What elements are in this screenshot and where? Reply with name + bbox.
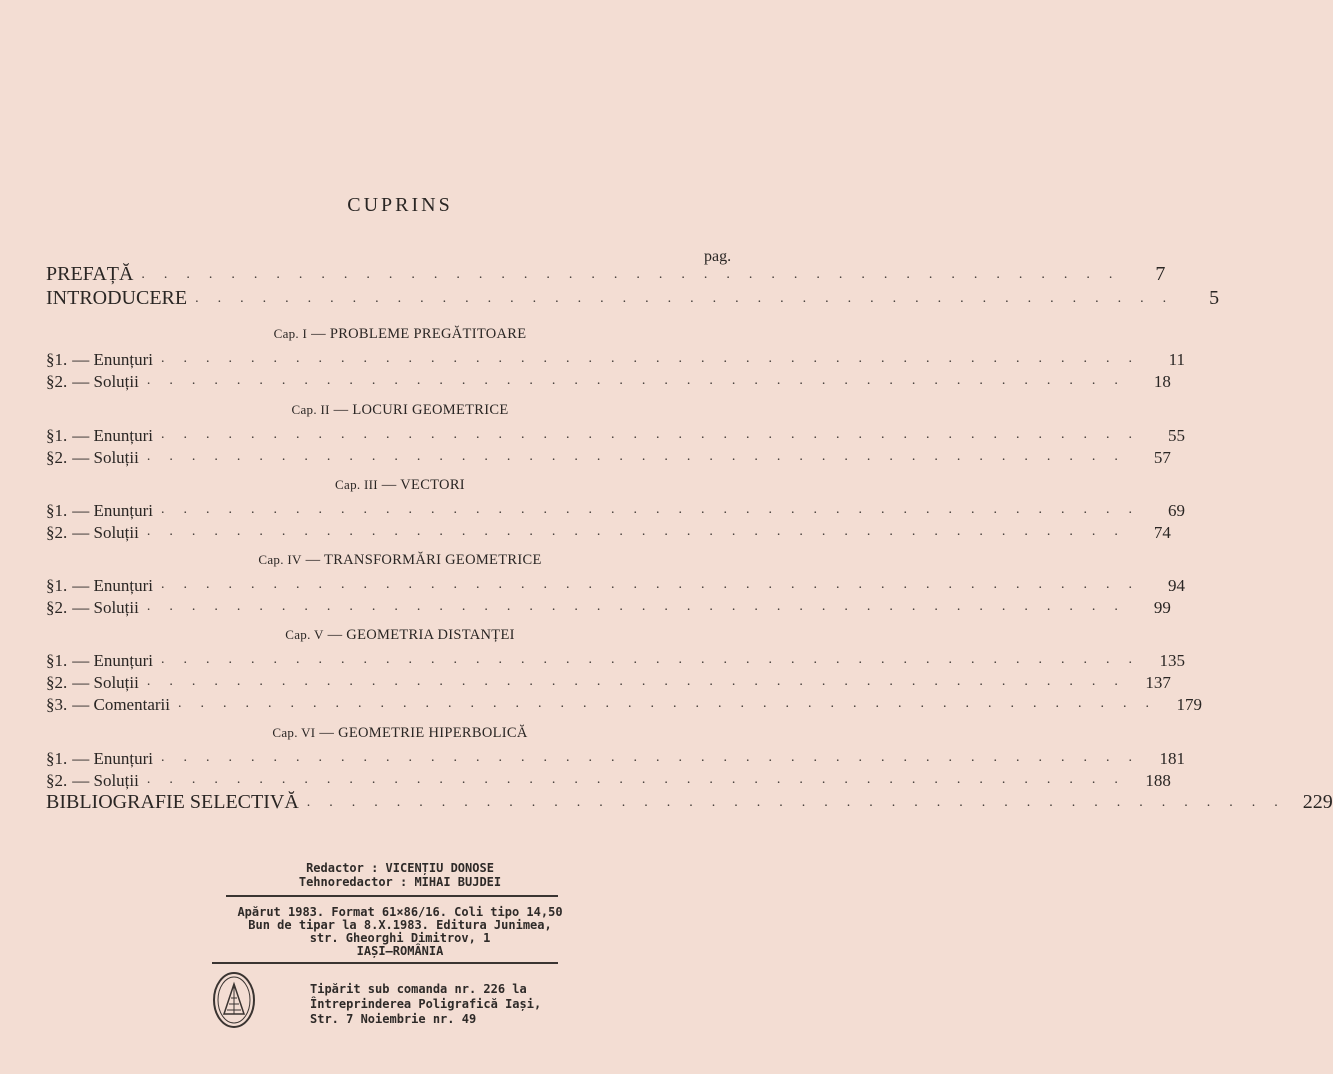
leader-dots: ............................................	[177, 696, 1168, 711]
toc-entry-page: 99	[1153, 598, 1171, 617]
chapter-number: Cap. II	[291, 402, 330, 417]
leader-dots: ............................................	[146, 373, 1137, 388]
section-number: §1.	[46, 749, 68, 768]
toc-entry-page: 57	[1153, 448, 1171, 467]
toc-entry	[46, 424, 1185, 446]
toc-entry-page: 94	[1168, 576, 1185, 595]
leader-dots: ............................................	[146, 599, 1137, 614]
section-number: §3.	[46, 695, 68, 714]
toc-entry	[46, 671, 1171, 693]
chapter-number: Cap. V	[285, 627, 324, 642]
page-column-label: pag.	[704, 248, 732, 265]
section-number: §2.	[46, 673, 68, 692]
toc-entry-label: — Soluții	[72, 523, 139, 542]
toc-entry-label: — Enunțuri	[72, 576, 153, 595]
section-number: §2.	[46, 523, 68, 542]
toc-entry-label: — Enunțuri	[72, 651, 153, 670]
chapter-heading-1: Cap. I — PROBLEME PREGĂTITOARE	[273, 326, 527, 342]
leader-dots: ............................................	[161, 502, 1151, 517]
chapter-number: Cap. IV	[258, 552, 302, 567]
toc-entry-introducere	[46, 286, 1220, 310]
toc-entry	[46, 649, 1185, 671]
chapter-title: VECTORI	[400, 477, 465, 493]
toc-entry	[46, 747, 1185, 769]
chapter-heading-3: Cap. III — VECTORI	[335, 477, 465, 493]
section-number: §1.	[46, 501, 68, 520]
divider	[226, 895, 558, 897]
toc-entry	[46, 596, 1171, 618]
toc-entry	[46, 693, 1202, 715]
chapter-title: LOCURI GEOMETRICE	[352, 402, 509, 418]
leader-dots: ............................................	[161, 427, 1151, 442]
tehnoredactor-credit: Tehnoredactor : MIHAI BUJDEI	[298, 875, 502, 889]
leader-dots: ............................................	[146, 449, 1137, 464]
section-number: §1.	[46, 651, 68, 670]
toc-entry-page: 188	[1145, 771, 1171, 790]
chapter-heading-5: Cap. V — GEOMETRIA DISTANȚEI	[285, 627, 515, 643]
chapter-number: Cap. I	[273, 326, 308, 341]
toc-entry-page: 5	[1209, 287, 1220, 309]
toc-entry-page: 7	[1155, 263, 1166, 285]
printer-info	[310, 982, 610, 1027]
toc-entry	[46, 370, 1171, 392]
toc-entry-page: 229	[1302, 791, 1333, 813]
toc-entry-label: BIBLIOGRAFIE SELECTIVĂ	[46, 791, 299, 813]
section-number: §2.	[46, 771, 68, 790]
toc-entry-bibliografie	[46, 790, 1333, 814]
section-number: §1.	[46, 350, 68, 369]
page-title: CUPRINS	[347, 194, 453, 216]
toc-entry-label: — Enunțuri	[72, 426, 153, 445]
toc-entry-label: — Soluții	[72, 673, 139, 692]
leader-dots: ............................................	[161, 351, 1151, 366]
toc-entry-page: 137	[1145, 673, 1171, 692]
toc-entry-label: — Enunțuri	[72, 350, 153, 369]
redactor-credit: Redactor : VICENȚIU DONOSE	[306, 861, 494, 875]
divider	[212, 962, 558, 964]
chapter-title: TRANSFORMĂRI GEOMETRICE	[324, 552, 542, 568]
printer-line: Tipărit sub comanda nr. 226 la	[310, 982, 527, 996]
toc-entry-page: 18	[1153, 372, 1171, 391]
section-number: §2.	[46, 372, 68, 391]
chapter-number: Cap. VI	[272, 725, 316, 740]
chapter-heading-2: Cap. II — LOCURI GEOMETRICE	[291, 402, 509, 418]
toc-entry-page: 135	[1159, 651, 1185, 670]
section-number: §1.	[46, 426, 68, 445]
toc-entry-page: 179	[1176, 695, 1202, 714]
chapter-title: PROBLEME PREGĂTITOARE	[329, 326, 527, 342]
toc-entry-label: — Soluții	[72, 771, 139, 790]
leader-dots: ............................................	[306, 795, 1297, 810]
chapter-heading-4: Cap. IV — TRANSFORMĂRI GEOMETRICE	[258, 552, 542, 568]
toc-entry-label: PREFAȚĂ	[46, 263, 134, 285]
toc-entry-label: — Soluții	[72, 372, 139, 391]
chapter-number: Cap. III	[335, 477, 378, 492]
toc-entry-page: 55	[1168, 426, 1185, 445]
toc-entry-page: 11	[1168, 350, 1185, 369]
chapter-title: GEOMETRIE HIPERBOLICĂ	[338, 725, 528, 741]
chapter-heading-6: Cap. VI — GEOMETRIE HIPERBOLICĂ	[272, 725, 528, 741]
publication-line: str. Gheorghi Dimitrov, 1	[309, 931, 491, 945]
toc-entry	[46, 521, 1171, 543]
printer-emblem-icon	[212, 970, 256, 1030]
publication-line: Bun de tipar la 8.X.1983. Editura Junimea,	[248, 918, 552, 932]
toc-entry-label: — Enunțuri	[72, 749, 153, 768]
toc-entry	[46, 769, 1171, 791]
leader-dots: ............................................	[195, 291, 1186, 306]
toc-entry-label: INTRODUCERE	[46, 287, 188, 309]
section-number: §1.	[46, 576, 68, 595]
section-number: §2.	[46, 598, 68, 617]
toc-entry-label: — Enunțuri	[72, 501, 153, 520]
leader-dots: ............................................	[161, 652, 1151, 667]
leader-dots: ............................................	[161, 750, 1151, 765]
toc-entry-page: 74	[1153, 523, 1171, 542]
toc-entry-page: 69	[1168, 501, 1185, 520]
printer-line: Întreprinderea Poligrafică Iași,	[310, 997, 542, 1011]
leader-dots: ............................................	[161, 577, 1151, 592]
publication-line: IAȘI—ROMÂNIA	[356, 944, 444, 958]
toc-entry-page: 181	[1159, 749, 1185, 768]
toc-entry-label: — Soluții	[72, 598, 139, 617]
leader-dots: ............................................	[141, 267, 1132, 282]
toc-entry	[46, 499, 1185, 521]
section-number: §2.	[46, 448, 68, 467]
toc-entry	[46, 446, 1171, 468]
toc-entry-label: — Comentarii	[72, 695, 170, 714]
publication-line: Apărut 1983. Format 61×86/16. Coli tipo 14,50	[237, 905, 563, 919]
leader-dots: ............................................	[146, 772, 1137, 787]
chapter-title: GEOMETRIA DISTANȚEI	[346, 627, 515, 643]
leader-dots: ............................................	[146, 674, 1137, 689]
toc-entry-prefata	[46, 262, 1166, 286]
toc-entry	[46, 574, 1185, 596]
printer-line: Str. 7 Noiembrie nr. 49	[310, 1012, 477, 1026]
leader-dots: ............................................	[146, 524, 1137, 539]
toc-entry	[46, 348, 1185, 370]
toc-entry-label: — Soluții	[72, 448, 139, 467]
